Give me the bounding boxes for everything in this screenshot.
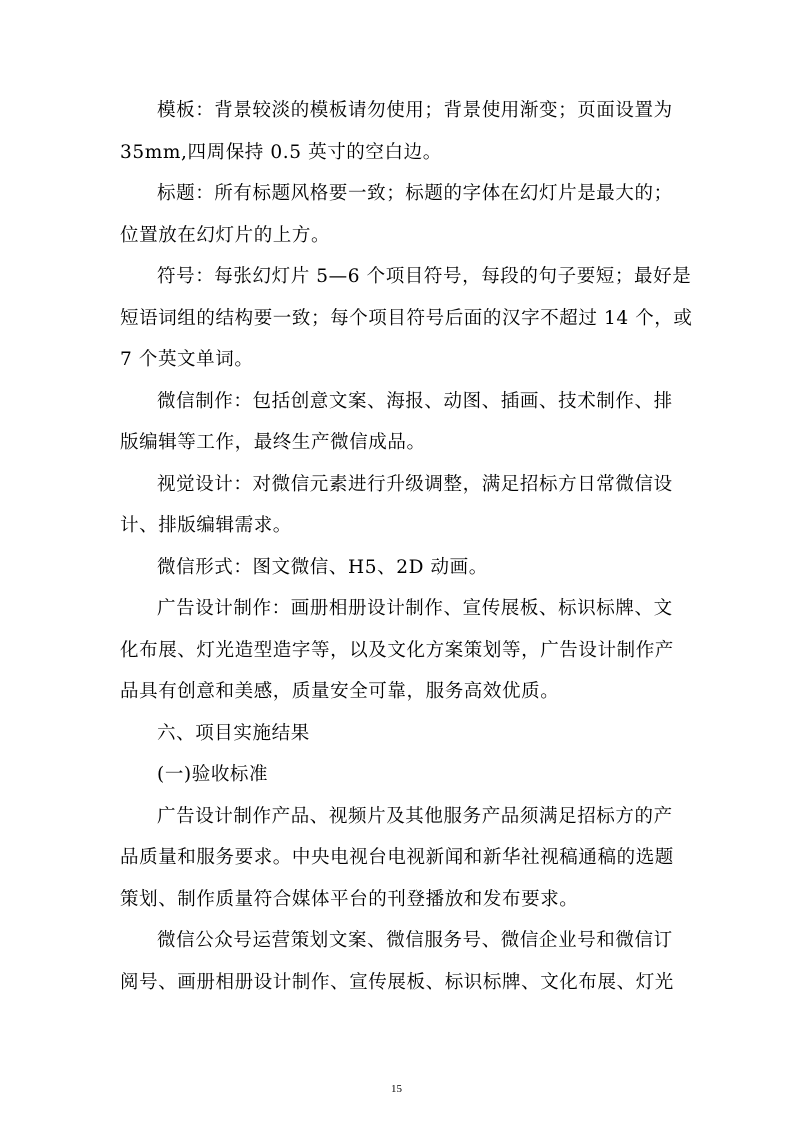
paragraph-acceptance-line-1: 广告设计制作产品、视频片及其他服务产品须满足招标方的产	[157, 805, 673, 827]
paragraph-wechat-form: 微信形式：图文微信、H5、2D 动画。	[157, 556, 488, 578]
paragraph-wechat-line-2: 版编辑等工作，最终生产微信成品。	[120, 432, 426, 453]
paragraph-template-line-2: 35mm,四周保持 0.5 英寸的空白边。	[120, 141, 442, 163]
paragraph-symbol-line-1: 符号：每张幻灯片 5—6 个项目符号，每段的句子要短；最好是	[157, 266, 692, 287]
section-heading: 六、项目实施结果	[157, 722, 310, 744]
paragraph-ad-line-1: 广告设计制作：画册相册设计制作、宣传展板、标识标牌、文	[157, 598, 673, 619]
paragraph-ad-line-3: 品具有创意和美感，质量安全可靠，服务高效优质。	[120, 681, 560, 702]
paragraph-symbol-line-3: 7 个英文单词。	[120, 349, 254, 370]
paragraph-visual-line-2: 计、排版编辑需求。	[120, 515, 292, 536]
paragraph-visual-line-1: 视觉设计：对微信元素进行升级调整，满足招标方日常微信设	[157, 473, 673, 495]
page-number: 15	[391, 1083, 402, 1095]
paragraph-operations-line-2: 阅号、画册相册设计制作、宣传展板、标识标牌、文化布展、灯光	[120, 971, 674, 993]
subsection-heading: (一)验收标准	[157, 764, 269, 785]
paragraph-ad-line-2: 化布展、灯光造型造字等，以及文化方案策划等，广告设计制作产	[120, 639, 674, 661]
paragraph-operations-line-1: 微信公众号运营策划文案、微信服务号、微信企业号和微信订	[157, 930, 673, 951]
paragraph-acceptance-line-3: 策划、制作质量符合媒体平台的刊登播放和发布要求。	[120, 888, 579, 910]
paragraph-title-line-1: 标题：所有标题风格要一致；标题的字体在幻灯片是最大的；	[157, 183, 673, 204]
paragraph-title-line-2: 位置放在幻灯片的上方。	[120, 224, 331, 246]
paragraph-template-line-1: 模板：背景较淡的模板请勿使用；背景使用渐变；页面设置为	[157, 100, 673, 121]
paragraph-symbol-line-2: 短语词组的结构要一致；每个项目符号后面的汉字不超过 14 个，或	[120, 307, 693, 329]
paragraph-acceptance-line-2: 品质量和服务要求。中央电视台电视新闻和新华社视稿通稿的选题	[120, 847, 674, 868]
body-text	[120, 90, 693, 1003]
paragraph-wechat-line-1: 微信制作：包括创意文案、海报、动图、插画、技术制作、排	[157, 390, 673, 412]
